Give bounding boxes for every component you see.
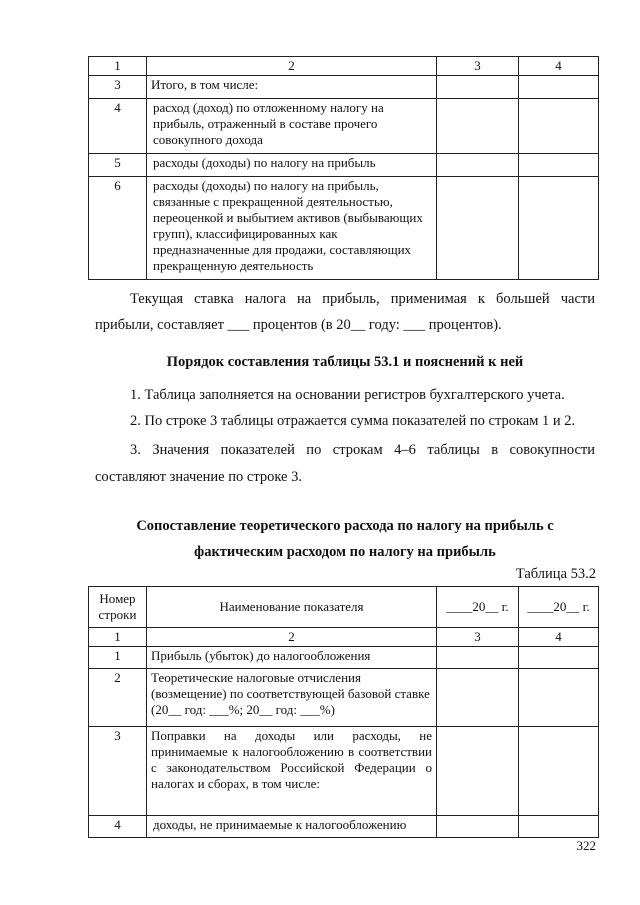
table-row xyxy=(89,177,599,280)
table-53-1 xyxy=(88,56,599,280)
row-number: 2 xyxy=(89,669,147,727)
row-number: 1 xyxy=(89,647,147,669)
row-number: 3 xyxy=(89,76,147,99)
header-cell: 1 xyxy=(89,57,147,76)
step-1: 1. Таблица заполняется на основании регистров бухгалтерского учета. xyxy=(130,387,565,403)
header-cell: 3 xyxy=(437,57,519,76)
table-label: Таблица 53.2 xyxy=(515,566,596,582)
tax-rate-paragraph: Текущая ставка налога на прибыль, применимая к большей части прибыли, составляет ___ процентов (в 20__ году: ___ процентов). xyxy=(95,291,595,333)
table-head-row xyxy=(89,587,599,628)
row-label: Теоретические налоговые отчисления (возмещение) по соответствующей базовой ставке (20__ год: ___%; 20__ год: ___%) xyxy=(147,669,437,727)
table-row xyxy=(89,154,599,177)
value-cell xyxy=(519,177,599,280)
value-cell xyxy=(519,816,599,838)
value-cell xyxy=(519,154,599,177)
page-number: 322 xyxy=(576,838,596,853)
row-label: расход (доход) по отложенному налогу на прибыль, отраженный в составе прочего совокупного дохода xyxy=(147,99,437,154)
value-cell xyxy=(519,647,599,669)
table-header-row xyxy=(89,57,599,76)
col-year-header: ____20__ г. xyxy=(519,587,599,628)
value-cell xyxy=(519,669,599,727)
value-cell xyxy=(437,177,519,280)
row-label: Поправки на доходы или расходы, не принимаемые к налогообложению в соответствии с законодательством Российской Федерации о налогах и сборах, в том числе: xyxy=(147,727,437,816)
value-cell xyxy=(437,727,519,816)
table-row xyxy=(89,76,599,99)
value-cell xyxy=(437,669,519,727)
index-cell: 2 xyxy=(147,628,437,647)
row-number: 5 xyxy=(89,154,147,177)
table-row xyxy=(89,647,599,669)
comparison-title-line-2: фактическим расходом по налогу на прибыль xyxy=(194,544,496,560)
step-3: 3. Значения показателей по строкам 4–6 таблицы в совокупности составляют значение по строке 3. xyxy=(95,442,595,485)
header-cell: 4 xyxy=(519,57,599,76)
table-53-2 xyxy=(88,586,599,838)
comparison-title-line-1: Сопоставление теоретического расхода по налогу на прибыль с xyxy=(136,518,554,534)
table-row xyxy=(89,816,599,838)
value-cell xyxy=(519,76,599,99)
step-2: 2. По строке 3 таблицы отражается сумма показателей по строкам 1 и 2. xyxy=(130,413,576,429)
value-cell xyxy=(437,99,519,154)
row-number: 4 xyxy=(89,99,147,154)
index-cell: 3 xyxy=(437,628,519,647)
row-label: расходы (доходы) по налогу на прибыль xyxy=(147,154,437,177)
table-row xyxy=(89,669,599,727)
col-indicator-header: Наименование показателя xyxy=(147,587,437,628)
col-year-header: ____20__ г. xyxy=(437,587,519,628)
header-cell: 2 xyxy=(147,57,437,76)
section-heading: Порядок составления таблицы 53.1 и пояснений к ней xyxy=(166,354,524,370)
row-number: 3 xyxy=(89,727,147,816)
value-cell xyxy=(437,647,519,669)
index-cell: 4 xyxy=(519,628,599,647)
row-label: Итого, в том числе: xyxy=(147,76,437,99)
value-cell xyxy=(437,816,519,838)
value-cell xyxy=(437,154,519,177)
col-row-number-header: Номер строки xyxy=(89,587,147,628)
index-cell: 1 xyxy=(89,628,147,647)
value-cell xyxy=(437,76,519,99)
table-row xyxy=(89,727,599,816)
row-label: доходы, не принимаемые к налогообложению xyxy=(147,816,437,838)
row-label: Прибыль (убыток) до налогообложения xyxy=(147,647,437,669)
row-number: 6 xyxy=(89,177,147,280)
table-index-row xyxy=(89,628,599,647)
table-row xyxy=(89,99,599,154)
row-number: 4 xyxy=(89,816,147,838)
row-label: расходы (доходы) по налогу на прибыль, связанные с прекращенной деятельностью, переоценкой и выбытием активов (выбывающих групп), классифицированных как предназначенные для продажи, составляющих прекращенную деятельность xyxy=(147,177,437,280)
value-cell xyxy=(519,727,599,816)
value-cell xyxy=(519,99,599,154)
